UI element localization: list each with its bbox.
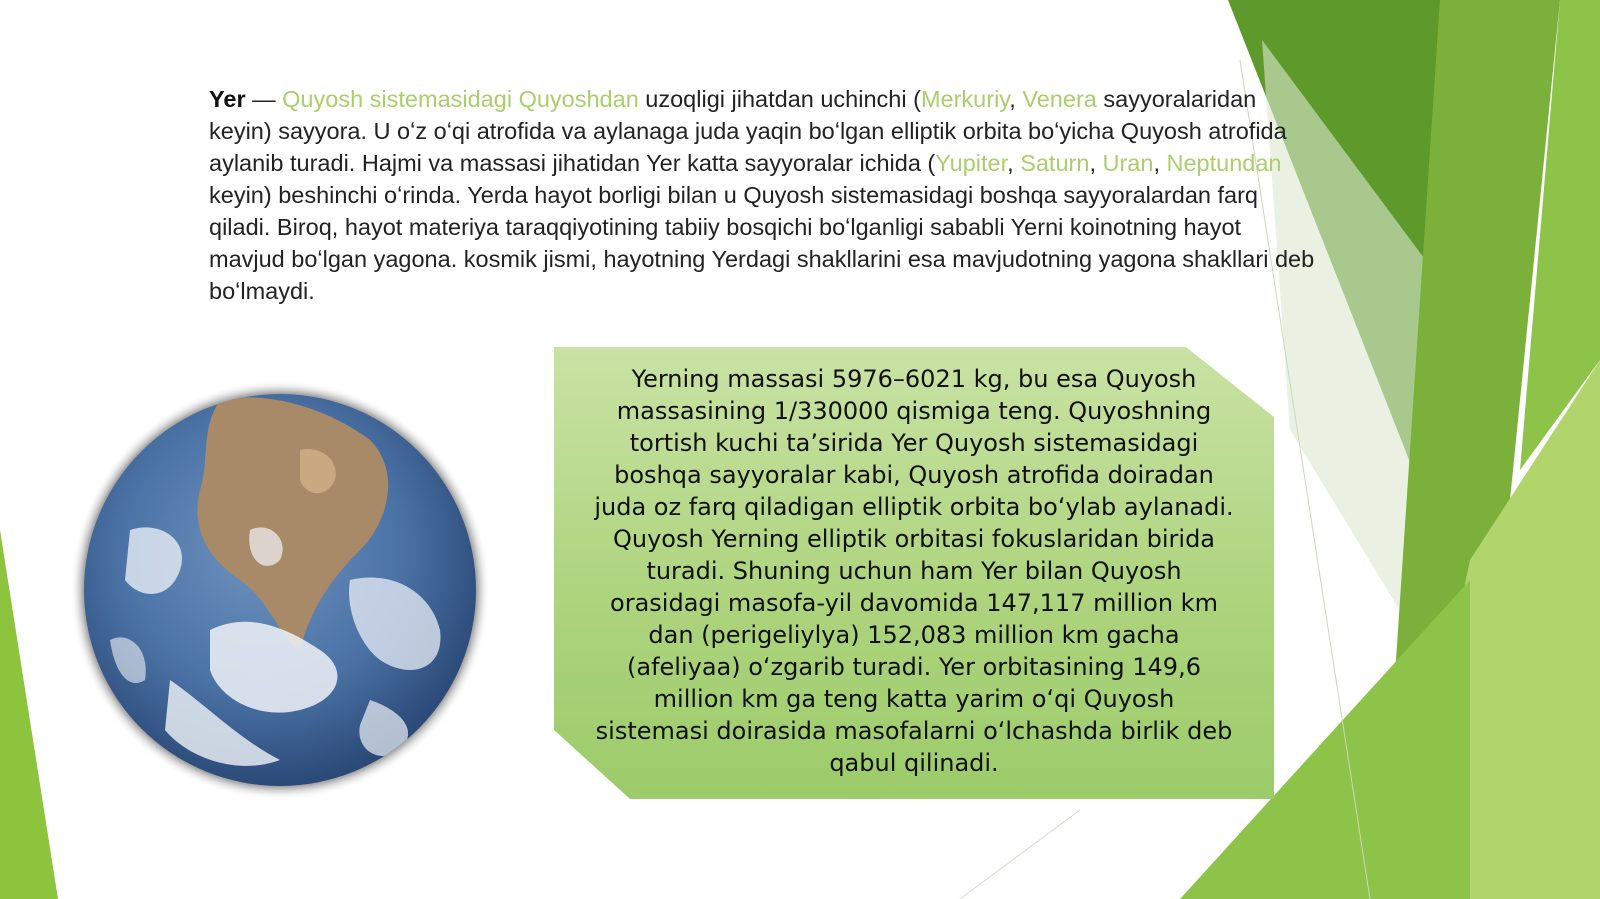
- intro-paragraph: [209, 83, 1319, 307]
- link-mercury[interactable]: Merkuriy: [920, 86, 1010, 112]
- title-bold-yer: Yer: [209, 86, 246, 112]
- comma: ,: [1153, 150, 1167, 176]
- link-solar-system[interactable]: Quyosh sistemasidagi Quyoshdan: [282, 86, 639, 112]
- thin-line-2: [960, 810, 1080, 899]
- info-box: [554, 347, 1274, 799]
- intro-text-1: uzoqligi jihatdan uchinchi (: [638, 86, 921, 112]
- info-box-text: Yerning massasi 5976–6021 kg, bu esa Quyosh massasining 1/330000 qismiga teng. Quyoshning tortish kuchi taʼsirida Yer Quyosh sistemasidagi boshqa sayyoralar kabi, Quyosh atrofida doiradan juda oz farq qiladigan elliptik orbita boʻylab aylanadi. Quyosh Yerning elliptik orbitasi fokuslaridan birida turadi. Shuning uchun ham Yer bilan Quyosh orasidagi masofa-yil davomida 147,117 million km dan (perigeliylya) 152,083 million km gacha (afeliyaa) oʻzgarib turadi. Yer orbitasining 149,6 million km ga teng katta yarim oʻqi Quyosh sistemasi doirasida masofalarni oʻlchashda birlik deb qabul qilinadi.: [594, 365, 1234, 777]
- earth-globe-icon: [70, 380, 490, 800]
- intro-text-3: keyin) beshinchi oʻrinda. Yerda hayot borligi bilan u Quyosh sistemasidagi boshqa sayyoralardan farq qiladi. Biroq, hayot materiya taraqqiyotining tabiiy bosqichi boʻlganligi sababli Yerni koinotning hayot mavjud boʻlgan yagona. kosmik jismi, hayotning Yerdagi shakllarini esa mavjudotning yagona shakllari deb boʻlmaydi.: [209, 182, 1315, 304]
- intro-text-2: sayyoralaridan keyin) sayyora. U oʻz oʻqi atrofida va aylanaga juda yaqin boʻlgan elliptik orbita boʻyicha Quyosh atrofida aylanib turadi. Hajmi va massasi jihatidan Yer katta sayyoralar ichida (: [209, 86, 1287, 176]
- left-green-sliver: [0, 530, 58, 899]
- link-uranus[interactable]: Uran: [1102, 150, 1154, 176]
- dash: —: [245, 86, 283, 112]
- earth-image: [70, 380, 490, 800]
- link-venus[interactable]: Venera: [1022, 86, 1097, 112]
- comma: ,: [1007, 150, 1021, 176]
- link-saturn[interactable]: Saturn: [1020, 150, 1090, 176]
- link-neptune[interactable]: Neptundan: [1166, 150, 1282, 176]
- comma: ,: [1009, 86, 1023, 112]
- comma: ,: [1089, 150, 1103, 176]
- link-jupiter[interactable]: Yupiter: [935, 150, 1008, 176]
